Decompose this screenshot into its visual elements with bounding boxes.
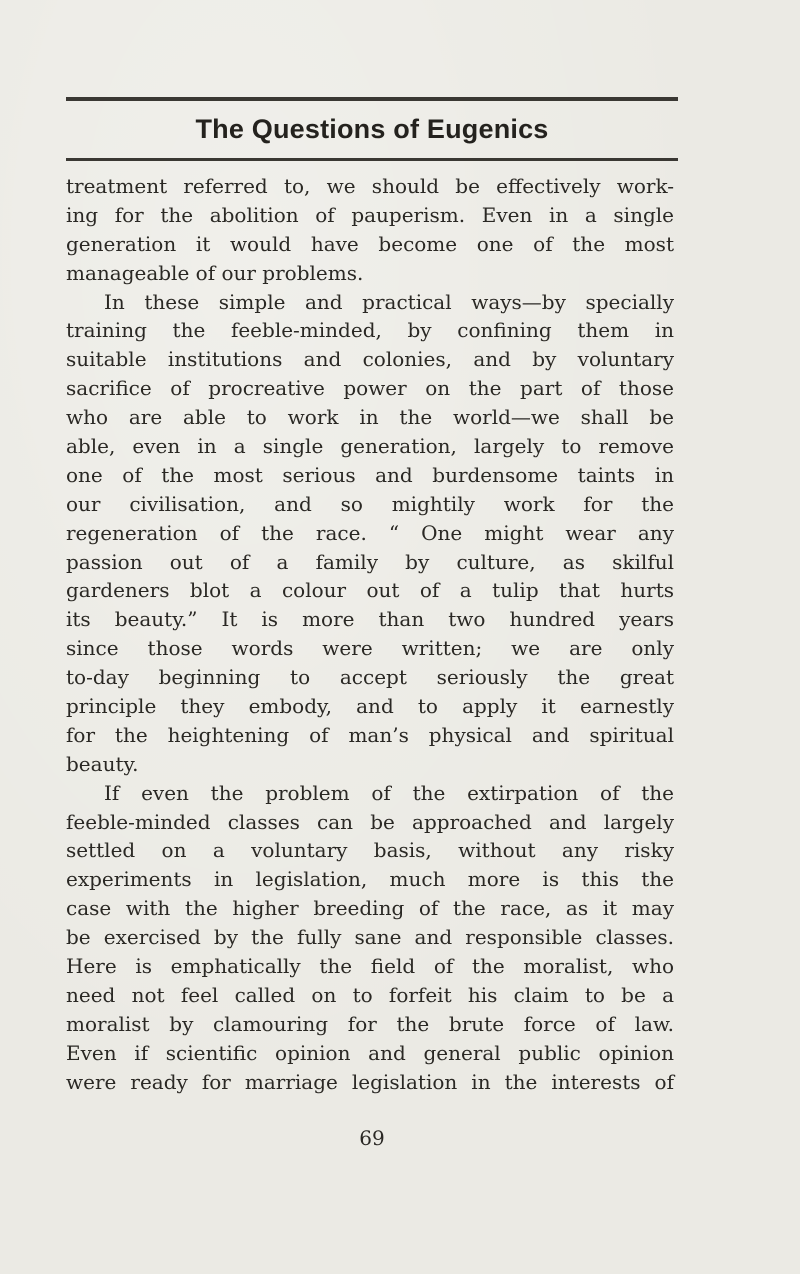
text-line: our civilisation, and so mightily work for the [66, 491, 674, 516]
text-line: to-day beginning to accept seriously the great [66, 665, 674, 690]
text-line: gardeners blot a colour out of a tulip that hurts [66, 578, 674, 603]
text-line: one of the most serious and burdensome taints in [66, 462, 674, 487]
text-line: generation it would have become one of the most [66, 231, 674, 256]
text-line: experiments in legislation, much more is this the [66, 867, 674, 892]
text-line: able, even in a single generation, largely to remove [66, 434, 674, 459]
text-line: since those words were written; we are only [66, 636, 674, 661]
text-line: feeble-minded classes can be approached and largely [66, 809, 674, 834]
text-line: beauty. [66, 751, 139, 776]
text-line: manageable of our problems. [66, 260, 364, 285]
text-line: passion out of a family by culture, as skilful [66, 549, 674, 574]
text-line: treatment referred to, we should be effectively work- [66, 174, 674, 198]
text-line: were ready for marriage legislation in the interests of [66, 1069, 674, 1094]
text-line: ing for the abolition of pauperism. Even in a single [66, 202, 674, 227]
text-line: settled on a voluntary basis, without any risky [66, 838, 674, 863]
running-header: The Questions of Eugenics [195, 114, 549, 144]
text-line: training the feeble-minded, by confining them in [66, 318, 674, 343]
header-bottom-rule [66, 158, 678, 161]
text-line: case with the higher breeding of the race, as it may [66, 896, 674, 921]
page-number: 69 [359, 1126, 385, 1150]
header-top-rule [66, 97, 678, 101]
body-text [66, 172, 674, 1097]
text-line: need not feel called on to forfeit his claim to be a [66, 982, 674, 1007]
text-line: for the heightening of man’s physical and spiritual [66, 722, 674, 747]
text-line: who are able to work in the world—we shall be [66, 405, 674, 430]
text-line: If even the problem of the extirpation of the [104, 780, 674, 805]
text-line: regeneration of the race. “ One might wear any [66, 520, 674, 545]
text-line: suitable institutions and colonies, and by voluntary [66, 347, 674, 372]
text-line: Even if scientific opinion and general public opinion [66, 1040, 674, 1065]
text-line: In these simple and practical ways—by specially [104, 289, 674, 314]
text-line: its beauty.” It is more than two hundred years [66, 607, 674, 632]
text-line: be exercised by the fully sane and responsible classes. [66, 925, 674, 950]
text-line: Here is emphatically the field of the moralist, who [66, 954, 674, 979]
text-line: sacrifice of procreative power on the part of those [66, 376, 674, 401]
text-line: moralist by clamouring for the brute force of law. [66, 1011, 674, 1036]
text-line: principle they embody, and to apply it earnestly [66, 694, 674, 719]
